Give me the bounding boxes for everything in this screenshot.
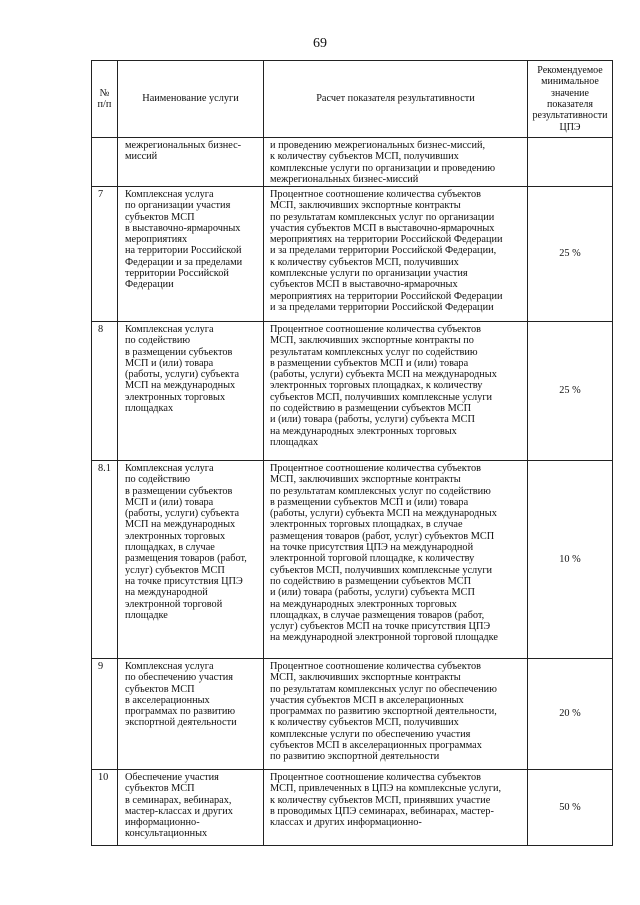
text-line: в размещении субъектов bbox=[125, 485, 233, 497]
text-line: размещения товаров (работ, услуг) субъектов МСП bbox=[270, 530, 495, 542]
text-line: мероприятиях bbox=[125, 234, 188, 246]
text-line: субъектов МСП в выставочно-ярмарочных bbox=[270, 279, 458, 291]
text-line: мероприятиях на территории Российской Федерации bbox=[270, 290, 503, 302]
text-line: Процентное соотношение количества субъектов bbox=[270, 463, 481, 474]
text-line: размещения товаров (работ, bbox=[125, 553, 247, 565]
text-line: Наименование услуги bbox=[142, 93, 239, 105]
text-line: № bbox=[99, 87, 110, 99]
text-line: (работы, услуги) субъекта bbox=[125, 508, 240, 520]
table-row bbox=[92, 659, 613, 770]
text-line: минимальное bbox=[541, 76, 599, 88]
text-line: площадках, в случае размещения товаров (работ, bbox=[270, 609, 485, 621]
recommended-value: 25 % bbox=[528, 322, 613, 461]
service-name bbox=[118, 461, 264, 659]
text-line: межрегиональных бизнес- bbox=[125, 140, 242, 151]
text-line: участия субъектов МСП в выставочно-ярмарочных bbox=[270, 222, 495, 234]
text-line: электронных торговых bbox=[125, 530, 226, 542]
text-line: площадках bbox=[125, 403, 174, 415]
text-line: МСП, заключивших экспортные контракты bbox=[270, 200, 461, 212]
text-line: комплексные услуги по организации и проведению bbox=[270, 162, 496, 174]
recommended-value: 20 % bbox=[528, 659, 613, 770]
text-line: электронных торговых площадках, в случае bbox=[270, 519, 463, 531]
text-line: услуг) субъектов МСП на точке присутствия ЦПЭ bbox=[270, 621, 491, 633]
row-number: 10 bbox=[92, 770, 118, 846]
header-calculation bbox=[264, 61, 528, 138]
text-line: в семинарах, вебинарах, bbox=[125, 794, 232, 806]
text-line: (работы, услуги) субъекта bbox=[125, 369, 240, 381]
text-line: Федерации и за пределами bbox=[125, 256, 243, 268]
text-line: на точке присутствия ЦПЭ bbox=[125, 575, 243, 587]
text-line: в размещении субъектов bbox=[125, 346, 233, 358]
text-line: в акселерационных bbox=[125, 694, 210, 706]
text-line: и (или) товара (работы, услуги) субъекта МСП bbox=[270, 414, 475, 426]
calculation-text bbox=[264, 187, 528, 322]
table-row bbox=[92, 322, 613, 461]
text-line: по обеспечению участия bbox=[125, 672, 233, 684]
text-line: субъектов МСП bbox=[125, 211, 195, 223]
text-line: электронных торговых площадках, к количеству bbox=[270, 380, 483, 392]
text-line: МСП, привлеченных в ЦПЭ на комплексные услуги, bbox=[270, 783, 502, 795]
text-line: по содействию в размещении субъектов МСП bbox=[270, 403, 472, 415]
text-line: к количеству субъектов МСП, принявших участие bbox=[270, 794, 491, 806]
text-line: в размещении субъектов МСП и (или) товара bbox=[270, 357, 469, 369]
recommended-value: 50 % bbox=[528, 770, 613, 846]
text-line: по организации участия bbox=[125, 200, 231, 212]
text-line: Комплексная услуга bbox=[125, 463, 214, 474]
recommended-value bbox=[528, 138, 613, 187]
text-line: экспортной деятельности bbox=[125, 717, 237, 729]
recommended-value: 10 % bbox=[528, 461, 613, 659]
text-line: Процентное соотношение количества субъектов bbox=[270, 189, 481, 200]
text-line: субъектов МСП, получивших комплексные услуги bbox=[270, 564, 493, 576]
text-line: субъектов МСП bbox=[125, 683, 195, 695]
table-row bbox=[92, 770, 613, 846]
row-number: 7 bbox=[92, 187, 118, 322]
text-line: и за пределами территории Российской Федерации bbox=[270, 301, 494, 313]
text-line: п/п bbox=[97, 99, 112, 110]
table-row bbox=[92, 187, 613, 322]
text-line: Комплексная услуга bbox=[125, 324, 214, 335]
text-line: и за пределами территории Российской Федерации, bbox=[270, 245, 497, 257]
calculation-text bbox=[264, 770, 528, 846]
table-row bbox=[92, 138, 613, 187]
text-line: площадках, в случае bbox=[125, 542, 215, 554]
row-number: 9 bbox=[92, 659, 118, 770]
service-name bbox=[118, 659, 264, 770]
text-line: к количеству субъектов МСП, получивших bbox=[270, 256, 459, 268]
text-line: информационно- bbox=[125, 817, 200, 829]
text-line: в проводимых ЦПЭ семинарах, вебинарах, мастер- bbox=[270, 805, 494, 817]
text-line: Процентное соотношение количества субъектов bbox=[270, 772, 481, 783]
text-line: классах и других информационно- bbox=[270, 817, 422, 829]
text-line: по развитию экспортной деятельности bbox=[270, 751, 440, 763]
text-line: миссий bbox=[125, 151, 158, 163]
row-number: 8.1 bbox=[92, 461, 118, 659]
service-name bbox=[118, 138, 264, 187]
service-name bbox=[118, 187, 264, 322]
recommended-value: 25 % bbox=[528, 187, 613, 322]
text-line: Обеспечение участия bbox=[125, 772, 219, 783]
header-service-name bbox=[118, 61, 264, 138]
text-line: площадке bbox=[125, 609, 168, 621]
text-line: (работы, услуги) субъекта МСП на международных bbox=[270, 369, 497, 381]
text-line: электронной торговой площадке, к количеству bbox=[270, 553, 475, 565]
text-line: комплексные услуги по обеспечению участия bbox=[270, 728, 471, 740]
text-line: мастер-классах и других bbox=[125, 805, 233, 817]
text-line: по результатам комплексных услуг по содействию bbox=[270, 485, 491, 497]
text-line: услуг) субъектов МСП bbox=[125, 564, 225, 576]
text-line: Расчет показателя результативности bbox=[316, 93, 475, 105]
text-line: на международных электронных торговых bbox=[270, 598, 457, 610]
text-line: показателя bbox=[546, 99, 594, 110]
service-name bbox=[118, 770, 264, 846]
text-line: программах по развитию bbox=[125, 706, 236, 718]
service-name bbox=[118, 322, 264, 461]
text-line: Комплексная услуга bbox=[125, 189, 214, 200]
text-line: субъектов МСП в акселерационных программах bbox=[270, 740, 482, 752]
text-line: МСП и (или) товара bbox=[125, 357, 214, 369]
text-line: результативности bbox=[532, 110, 608, 122]
text-line: (работы, услуги) субъекта МСП на международных bbox=[270, 508, 497, 520]
text-line: по содействию в размещении субъектов МСП bbox=[270, 575, 472, 587]
text-line: МСП, заключивших экспортные контракты bbox=[270, 672, 461, 684]
text-line: электронных торговых bbox=[125, 391, 226, 403]
text-line: по результатам комплексных услуг по организации bbox=[270, 211, 495, 223]
text-line: и (или) товара (работы, услуги) субъекта МСП bbox=[270, 587, 475, 599]
text-line: на международной bbox=[125, 587, 208, 599]
text-line: МСП на международных bbox=[125, 519, 236, 531]
text-line: МСП и (или) товара bbox=[125, 496, 214, 508]
text-line: на международных электронных торговых bbox=[270, 425, 457, 437]
calculation-text bbox=[264, 138, 528, 187]
text-line: в выставочно-ярмарочных bbox=[125, 222, 241, 234]
text-line: на территории Российской bbox=[125, 245, 242, 257]
row-number bbox=[92, 138, 118, 187]
text-line: площадках bbox=[270, 436, 319, 448]
text-line: МСП на международных bbox=[125, 380, 236, 392]
text-line: результатам комплексных услуг по содействию bbox=[270, 346, 478, 358]
text-line: комплексные услуги по организации участия bbox=[270, 268, 468, 280]
text-line: к количеству субъектов МСП, получивших bbox=[270, 717, 459, 729]
text-line: программах по развитию экспортной деятельности, bbox=[270, 706, 497, 718]
text-line: участия субъектов МСП в акселерационных bbox=[270, 694, 464, 706]
text-line: значение bbox=[551, 87, 589, 99]
text-line: Рекомендуемое bbox=[537, 65, 603, 77]
calculation-text bbox=[264, 659, 528, 770]
header-recommended-value bbox=[528, 61, 613, 138]
text-line: Федерации bbox=[125, 279, 174, 291]
table-row bbox=[92, 461, 613, 659]
text-line: консультационных bbox=[125, 828, 208, 840]
text-line: по результатам комплексных услуг по обеспечению bbox=[270, 683, 497, 695]
calculation-text bbox=[264, 461, 528, 659]
text-line: субъектов МСП bbox=[125, 783, 195, 795]
text-line: на точке присутствия ЦПЭ на международной bbox=[270, 542, 474, 554]
text-line: на международной электронной торговой площадке bbox=[270, 632, 498, 644]
text-line: мероприятиях на территории Российской Федерации bbox=[270, 234, 503, 246]
text-line: и проведению межрегиональных бизнес-миссий, bbox=[270, 140, 486, 151]
calculation-text bbox=[264, 322, 528, 461]
page-number: 69 bbox=[313, 36, 327, 51]
text-line: Процентное соотношение количества субъектов bbox=[270, 661, 481, 672]
text-line: Комплексная услуга bbox=[125, 661, 214, 672]
text-line: по содействию bbox=[125, 335, 191, 347]
row-number: 8 bbox=[92, 322, 118, 461]
text-line: МСП, заключивших экспортные контракты по bbox=[270, 335, 474, 347]
text-line: электронной торговой bbox=[125, 598, 223, 610]
text-line: в размещении субъектов МСП и (или) товара bbox=[270, 496, 469, 508]
text-line: межрегиональных бизнес-миссий bbox=[270, 173, 419, 185]
text-line: МСП, заключивших экспортные контракты bbox=[270, 474, 461, 486]
table-header-row bbox=[92, 61, 613, 138]
text-line: ЦПЭ bbox=[559, 121, 581, 133]
text-line: Процентное соотношение количества субъектов bbox=[270, 324, 481, 335]
text-line: по содействию bbox=[125, 474, 191, 486]
header-number bbox=[92, 61, 118, 138]
text-line: территории Российской bbox=[125, 268, 229, 280]
text-line: субъектов МСП, получивших комплексные услуги bbox=[270, 391, 493, 403]
text-line: к количеству субъектов МСП, получивших bbox=[270, 151, 459, 163]
services-table bbox=[91, 60, 613, 846]
